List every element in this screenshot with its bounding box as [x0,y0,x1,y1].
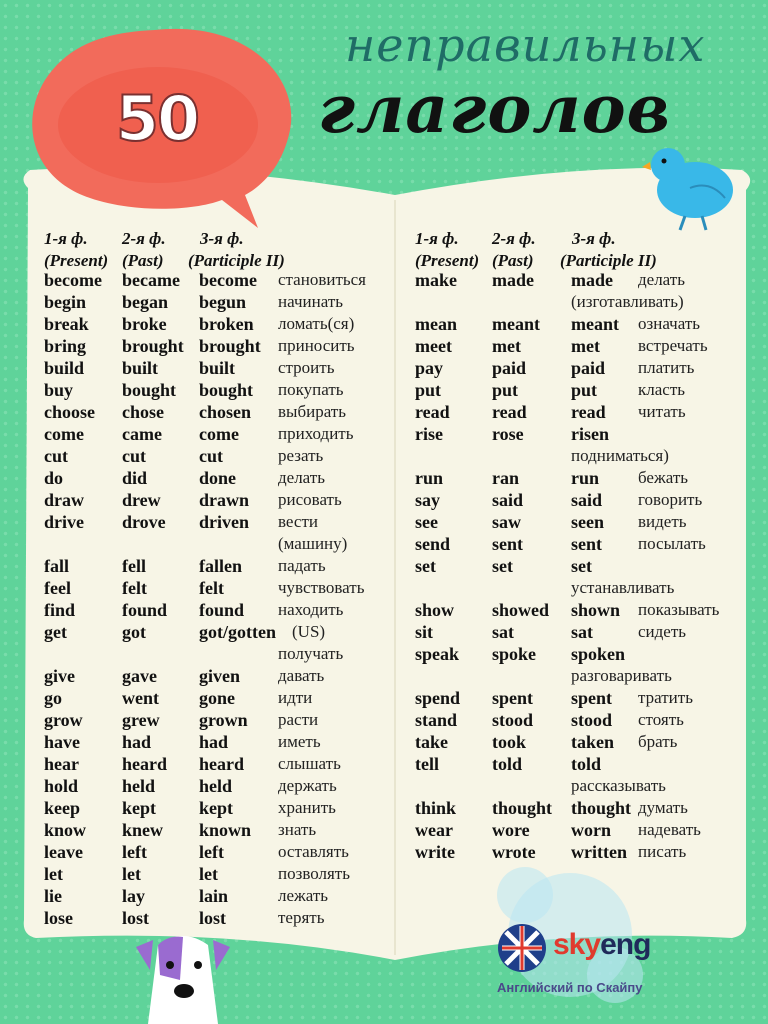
verb-translation: бежать [638,468,689,487]
verb-past: spoke [492,644,537,664]
header-form1-right: 1-я ф. (Present) [415,229,480,270]
title-line-1: неправильных [345,18,706,72]
verb-present: mean [415,314,457,334]
verb-translation: рассказывать [571,776,666,795]
verb-participle: made [571,270,613,290]
verb-present: run [415,468,444,488]
verb-participle: become [199,270,257,290]
verb-past: went [122,688,159,708]
verb-translation: посылать [638,534,706,553]
verb-translation: находить [278,600,344,619]
verb-participle: kept [199,798,234,818]
verb-past: found [122,600,168,620]
verb-participle: said [571,490,603,510]
verb-past: brought [122,336,184,356]
verb-past: took [492,732,527,752]
verb-participle: meant [571,314,619,334]
verb-translation: держать [278,776,337,795]
verb-participle: told [571,754,602,774]
verb-present: build [44,358,85,378]
verb-translation: идти [278,688,313,707]
verb-translation: означать [638,314,701,333]
verb-present: make [415,270,457,290]
verb-participle: written [571,842,627,862]
verb-present: lose [44,908,73,928]
verb-participle: found [199,600,245,620]
verb-present: drive [44,512,84,532]
verb-participle: drawn [199,490,250,510]
verb-translation: (US) [292,622,326,641]
verb-present: hold [44,776,79,796]
verb-present: keep [44,798,80,818]
verb-present: speak [415,644,460,664]
verb-participle: come [199,424,239,444]
verb-past: got [122,622,146,642]
verb-past: had [122,732,152,752]
verb-present: draw [44,490,84,510]
verb-present: leave [44,842,83,862]
verb-translation: получать [278,644,344,663]
verb-translation: приносить [278,336,355,355]
verb-past: came [122,424,162,444]
verb-present: get [44,622,67,642]
verb-translation: встречать [638,336,708,355]
verb-present: fall [44,556,69,576]
verb-present: put [415,380,442,400]
verb-present: say [415,490,441,510]
verb-past: wrote [492,842,536,862]
verb-present: choose [44,402,95,422]
verb-past: meant [492,314,540,334]
verb-past: put [492,380,519,400]
verb-participle: set [571,556,592,576]
chick-illustration [640,140,740,235]
verb-translation: брать [638,732,678,751]
verb-present: bring [44,336,87,356]
verb-translation: вести [278,512,318,531]
verb-past: set [492,556,513,576]
verb-present: rise [415,424,443,444]
verb-translation: иметь [278,732,321,751]
verb-present: send [415,534,451,554]
verb-participle: held [199,776,233,796]
verb-translation: лежать [278,886,329,905]
verb-present: cut [44,446,68,466]
verb-translation: начинать [278,292,343,311]
verb-participle: lain [199,886,229,906]
verb-present: sit [415,622,433,642]
verb-translation: делать [638,270,685,289]
verb-translation: устанавливать [571,578,675,597]
verb-translation: (машину) [278,534,348,553]
verb-participle: had [199,732,229,752]
verb-past: knew [122,820,164,840]
verb-participle: driven [199,512,250,532]
verb-participle: felt [199,578,224,598]
verb-past: paid [492,358,527,378]
header-form2-left: 2-я ф. (Past) [122,229,166,270]
verb-present: come [44,424,84,444]
verb-participle: shown [571,600,621,620]
verb-past: bought [122,380,177,400]
verb-translation: сидеть [638,622,687,641]
verb-translation: расти [278,710,319,729]
verb-present: take [415,732,448,752]
verb-past: chose [122,402,164,422]
verb-present: let [44,864,63,884]
verb-present: set [415,556,436,576]
verb-past: told [492,754,523,774]
verb-past: cut [122,446,146,466]
verb-translation: покупать [278,380,344,399]
verb-past: held [122,776,156,796]
verb-present: grow [44,710,83,730]
verb-participle: bought [199,380,254,400]
verb-participle: known [199,820,252,840]
verb-present: begin [44,292,87,312]
verb-past: met [492,336,521,356]
verb-participle: spent [571,688,613,708]
verb-past: kept [122,798,157,818]
verb-participle: sent [571,534,602,554]
header-form2-right: 2-я ф. (Past) [492,229,536,270]
verb-participle: heard [199,754,244,774]
verb-translation: говорить [638,490,703,509]
verb-participle: sat [571,622,593,642]
verb-translation: знать [278,820,317,839]
verb-translation: показывать [638,600,720,619]
verb-translation: позволять [278,864,350,883]
verb-translation: давать [278,666,325,685]
verb-translation: платить [638,358,695,377]
verb-present: become [44,270,102,290]
verb-translation: приходить [278,424,354,443]
verb-participle: worn [571,820,611,840]
verb-translation: резать [278,446,324,465]
verb-present: know [44,820,87,840]
verb-present: give [44,666,75,686]
verb-translation: класть [638,380,686,399]
verb-present: find [44,600,76,620]
verb-participle: spoken [571,644,626,664]
verb-present: spend [415,688,461,708]
verb-participle: lost [199,908,226,928]
verb-translation: терять [278,908,325,927]
title-line-2: глаголов [318,70,672,148]
verb-present: think [415,798,457,818]
verb-participle: given [199,666,241,686]
verb-participle: read [571,402,606,422]
verb-present: buy [44,380,74,400]
verb-past: stood [492,710,534,730]
verb-past: saw [492,512,522,532]
verb-past: spent [492,688,534,708]
verb-translation: думать [638,798,688,817]
verb-present: write [415,842,455,862]
verb-translation: стоять [638,710,684,729]
verb-translation: хранить [278,798,336,817]
verb-present: have [44,732,80,752]
verb-translation: делать [278,468,325,487]
verb-present: pay [415,358,444,378]
verb-participle: thought [571,798,632,818]
verb-past: did [122,468,148,488]
verb-past: sat [492,622,514,642]
verb-translation: разговаривать [571,666,672,685]
verb-past: broke [122,314,167,334]
skyeng-logo-icon [494,920,550,976]
verb-participle: taken [571,732,615,752]
verb-participle: put [571,380,598,400]
brand-name: skyeng [553,928,651,961]
verb-translation: рисовать [278,490,342,509]
brand-slogan: Английский по Скайпу [497,980,643,995]
verb-participle: begun [199,292,247,312]
verb-translation: строить [278,358,335,377]
verb-past: read [492,402,527,422]
verb-translation: тратить [638,688,693,707]
verb-participle: met [571,336,600,356]
verb-present: feel [44,578,71,598]
verb-past: left [122,842,147,862]
verb-translation: чувствовать [278,578,365,597]
header-form3-right: 3-я ф. (Participle II) [560,229,657,270]
verb-present: break [44,314,89,334]
verb-past: built [122,358,159,378]
verb-participle: broken [199,314,254,334]
verb-past: heard [122,754,167,774]
verb-present: show [415,600,455,620]
verb-participle: grown [199,710,248,730]
verb-past: fell [122,556,146,576]
verb-past: gave [122,666,157,686]
verb-past: sent [492,534,523,554]
verb-participle: seen [571,512,604,532]
verb-translation: писать [638,842,687,861]
verb-translation: становиться [278,270,366,289]
verb-translation: видеть [638,512,687,531]
verb-participle: built [199,358,236,378]
verb-translation: читать [638,402,686,421]
verb-present: do [44,468,64,488]
verb-past: lost [122,908,149,928]
verb-translation: падать [278,556,326,575]
verb-participle: let [199,864,218,884]
dog-illustration [128,925,238,1024]
verb-participle: stood [571,710,613,730]
verb-past: thought [492,798,553,818]
verb-participle: done [199,468,237,488]
verb-translation: оставлять [278,842,349,861]
verb-present: tell [415,754,439,774]
verb-past: drew [122,490,161,510]
verb-present: wear [415,820,453,840]
verb-past: became [122,270,180,290]
verb-past: began [122,292,169,312]
verb-present: stand [415,710,458,730]
verb-present: hear [44,754,79,774]
verb-participle: got/gotten [199,622,276,642]
verb-translation: надевать [638,820,701,839]
verb-translation: выбирать [278,402,346,421]
verb-past: rose [492,424,524,444]
verb-past: felt [122,578,147,598]
verb-participle: left [199,842,224,862]
verb-participle: paid [571,358,606,378]
verb-count: 50 [115,82,199,155]
verb-translation: подниматься) [571,446,669,465]
verb-present: read [415,402,450,422]
verb-translation: ломать(ся) [278,314,355,333]
verb-participle: risen [571,424,609,444]
verb-translation: слышать [278,754,341,773]
verb-present: go [44,688,62,708]
verb-participle: gone [199,688,235,708]
verb-translation: (изготавливать) [571,292,684,311]
verb-past: ran [492,468,519,488]
verb-past: showed [492,600,550,620]
verb-present: meet [415,336,452,356]
verb-present: lie [44,886,62,906]
verb-past: said [492,490,524,510]
header-form3-left: 3-я ф. (Participle II) [188,229,285,270]
verb-participle: fallen [199,556,242,576]
verb-past: let [122,864,141,884]
verb-participle: run [571,468,600,488]
verb-past: wore [492,820,530,840]
verb-participle: brought [199,336,261,356]
verb-past: lay [122,886,146,906]
verb-participle: cut [199,446,223,466]
verb-participle: chosen [199,402,252,422]
header-form1-left: 1-я ф. (Present) [44,229,109,270]
verb-present: see [415,512,438,532]
verb-past: drove [122,512,166,532]
verb-past: grew [122,710,160,730]
verb-past: made [492,270,534,290]
